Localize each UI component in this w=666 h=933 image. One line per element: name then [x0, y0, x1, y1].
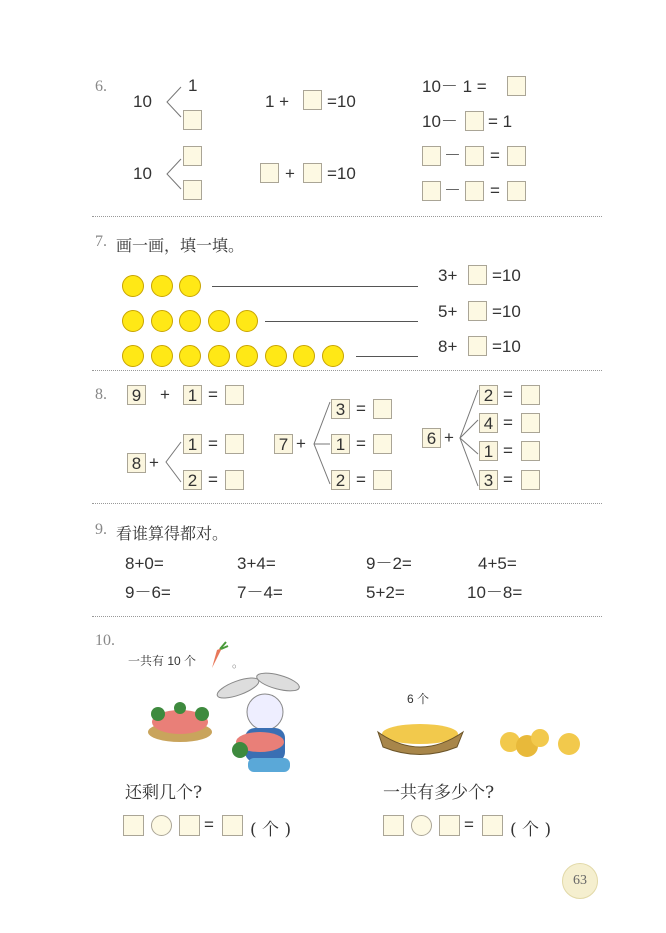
equals-sign: = [490, 181, 500, 200]
q7-number: 7. [95, 233, 107, 250]
yellow-dot [151, 310, 173, 332]
given-box: 7 [274, 434, 293, 454]
yellow-dot [122, 345, 144, 367]
q7-rhs: =10 [492, 266, 521, 285]
answer-box[interactable] [468, 265, 487, 285]
q7-rhs: =10 [492, 302, 521, 321]
answer-box[interactable] [373, 434, 392, 454]
equals-sign: = [503, 441, 513, 460]
q7-title: 画一画，填一填。 [116, 236, 245, 255]
unit-label: ( 个 ) [510, 820, 552, 840]
divider [92, 216, 602, 217]
given-box: 1 [479, 441, 498, 461]
plus-sign: + [149, 453, 159, 472]
equals-sign: = [208, 470, 218, 489]
given-box: 8 [127, 453, 146, 473]
split-bracket-icon [163, 85, 183, 125]
minus-sign: － [444, 146, 461, 165]
branch-lines-icon [458, 388, 480, 488]
given-box: 2 [479, 385, 498, 405]
q10-left-question: 还剩几个? [125, 783, 203, 803]
given-box: 3 [479, 470, 498, 490]
equation: 4+5= [478, 554, 517, 573]
answer-box[interactable] [225, 434, 244, 454]
answer-box[interactable] [422, 181, 441, 201]
divider [92, 616, 602, 617]
answer-box[interactable] [465, 146, 484, 166]
answer-box[interactable] [482, 815, 503, 836]
yellow-dot [293, 345, 315, 367]
q6-expr-lhs: 1 + [265, 92, 290, 111]
answer-box[interactable] [373, 399, 392, 419]
equation: 9－6= [125, 583, 171, 602]
q7-lhs: 3+ [438, 266, 458, 285]
answer-box[interactable] [439, 815, 460, 836]
plus-sign: + [285, 164, 295, 183]
q10-total: 一共有 10 个 [128, 654, 197, 668]
q6-ten: 10 [133, 92, 152, 111]
answer-box[interactable] [183, 180, 202, 200]
unit-label: ( 个 ) [250, 820, 292, 840]
answer-box[interactable] [521, 470, 540, 490]
answer-box[interactable] [465, 181, 484, 201]
equals-sign: = [356, 434, 366, 453]
rabbit-carrots-illustration [150, 670, 310, 790]
answer-box[interactable] [225, 385, 244, 405]
yellow-dot [179, 275, 201, 297]
equals-sign: = [490, 146, 500, 165]
answer-box[interactable] [179, 815, 200, 836]
equals-sign: = [356, 399, 366, 418]
yellow-dot [236, 310, 258, 332]
split-bracket-icon [163, 157, 183, 197]
equation: 10－8= [467, 583, 523, 602]
yellow-dot [208, 310, 230, 332]
equation: 3+4= [237, 554, 276, 573]
answer-box[interactable] [507, 76, 526, 96]
equals-sign: = [503, 413, 513, 432]
answer-box[interactable] [183, 110, 202, 130]
given-box: 9 [127, 385, 146, 405]
branch-lines-icon [163, 440, 183, 485]
q9-title: 看谁算得都对。 [116, 524, 229, 543]
minus-sign: － [444, 181, 461, 200]
given-box: 3 [331, 399, 350, 419]
pears-illustration [375, 712, 585, 762]
answer-box[interactable] [465, 111, 484, 131]
yellow-dot [179, 345, 201, 367]
equals-sign: = [208, 434, 218, 453]
given-box: 1 [331, 434, 350, 454]
yellow-dot [322, 345, 344, 367]
given-box: 2 [331, 470, 350, 490]
draw-line[interactable] [265, 321, 418, 322]
answer-box[interactable] [507, 146, 526, 166]
given-box: 6 [422, 428, 441, 448]
answer-box[interactable] [373, 470, 392, 490]
equals-sign: = [464, 815, 474, 834]
answer-box[interactable] [507, 181, 526, 201]
answer-box[interactable] [183, 146, 202, 166]
equation: 9－2= [366, 554, 412, 573]
given-box: 1 [183, 434, 202, 454]
yellow-dot [122, 310, 144, 332]
draw-line[interactable] [212, 286, 418, 287]
equation: 8+0= [125, 554, 164, 573]
yellow-dot [208, 345, 230, 367]
yellow-dot [265, 345, 287, 367]
q7-rhs: =10 [492, 337, 521, 356]
yellow-dot [151, 345, 173, 367]
q6-ten-2: 10 [133, 164, 152, 183]
answer-box[interactable] [225, 470, 244, 490]
operator-circle[interactable] [151, 815, 172, 836]
page-number: 63 [562, 863, 598, 899]
equals-sign: = [204, 815, 214, 834]
q9-number: 9. [95, 521, 107, 538]
yellow-dot [122, 275, 144, 297]
carrot-icon [208, 642, 228, 672]
yellow-dot [179, 310, 201, 332]
plus-sign: + [296, 434, 306, 453]
q7-lhs: 8+ [438, 337, 458, 356]
given-box: 2 [183, 470, 202, 490]
answer-box[interactable] [521, 385, 540, 405]
q6-expr-rhs: =10 [327, 164, 356, 183]
equals-sign: = [503, 470, 513, 489]
given-box: 4 [479, 413, 498, 433]
yellow-dot [151, 275, 173, 297]
equals-sign: = [208, 385, 218, 404]
q6-one: 1 [188, 76, 198, 95]
equation: 7－4= [237, 583, 283, 602]
q10-right-question: 一共有多少个? [383, 783, 495, 803]
yellow-dot [236, 345, 258, 367]
divider [92, 370, 602, 371]
q10-number: 10. [95, 632, 115, 649]
q6-number: 6. [95, 78, 107, 95]
operator-circle[interactable] [411, 815, 432, 836]
divider [92, 503, 602, 504]
equals-sign: = [356, 470, 366, 489]
q7-lhs: 5+ [438, 302, 458, 321]
q10-period: 。 [232, 656, 245, 670]
answer-box[interactable] [260, 163, 279, 183]
equation: 5+2= [366, 583, 405, 602]
q6-r2b: = 1 [488, 112, 513, 131]
branch-lines-icon [310, 400, 332, 485]
q6-r1: 10－ 1 = [422, 77, 487, 96]
answer-box[interactable] [468, 336, 487, 356]
plus-sign: + [160, 385, 170, 404]
answer-box[interactable] [468, 301, 487, 321]
answer-box[interactable] [222, 815, 243, 836]
q6-r2a: 10－ [422, 112, 458, 131]
equals-sign: = [503, 385, 513, 404]
answer-box[interactable] [521, 441, 540, 461]
given-box: 1 [183, 385, 202, 405]
draw-line[interactable] [356, 356, 418, 357]
answer-box[interactable] [123, 815, 144, 836]
q8-number: 8. [95, 386, 107, 403]
answer-box[interactable] [303, 163, 322, 183]
answer-box[interactable] [303, 90, 322, 110]
plus-sign: + [444, 428, 454, 447]
answer-box[interactable] [383, 815, 404, 836]
answer-box[interactable] [422, 146, 441, 166]
q6-expr-rhs: =10 [327, 92, 356, 111]
answer-box[interactable] [521, 413, 540, 433]
pears-count-label: 6 个 [407, 692, 430, 706]
